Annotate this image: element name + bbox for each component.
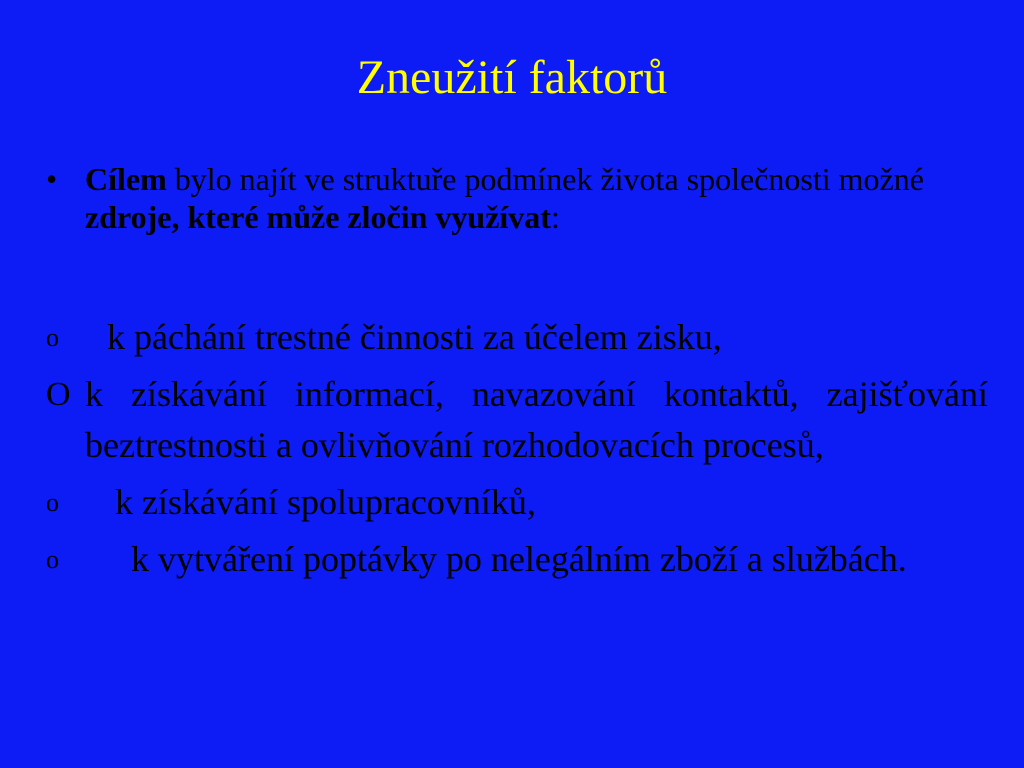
sub-item-marker: o	[46, 488, 59, 517]
sub-item-marker: o	[46, 545, 59, 574]
main-bullet	[46, 160, 946, 236]
sub-item-text: k páchání trestné činnosti za účelem zisku,	[107, 317, 722, 357]
main-bullet-body: bylo najít ve struktuře podmínek života společnosti možné	[166, 161, 924, 197]
main-bullet-emphasis: zdroje, které může zločin využívat	[85, 199, 551, 235]
sub-list	[46, 312, 988, 591]
main-bullet-text	[85, 160, 946, 236]
sub-item-marker: O	[46, 376, 71, 413]
sub-item-text: k získávání spolupracovníků,	[115, 482, 536, 522]
sub-item-text: k vytváření poptávky po nelegálním zboží a službách.	[131, 539, 907, 579]
sub-item-4	[46, 534, 988, 585]
main-bullet-end: :	[550, 199, 560, 235]
bullet-dot: •	[46, 161, 58, 197]
sub-item-marker: o	[46, 323, 59, 352]
sub-item-3	[46, 477, 988, 528]
sub-item-1	[46, 312, 988, 363]
sub-item-text: k získávání informací, navazování kontaktů, zajišťování beztrestnosti a ovlivňování rozhodovacích procesů,	[85, 374, 988, 465]
sub-item-2	[46, 369, 988, 471]
slide-title: Zneužití faktorů	[356, 51, 668, 104]
main-bullet-lead: Cílem	[85, 161, 167, 197]
